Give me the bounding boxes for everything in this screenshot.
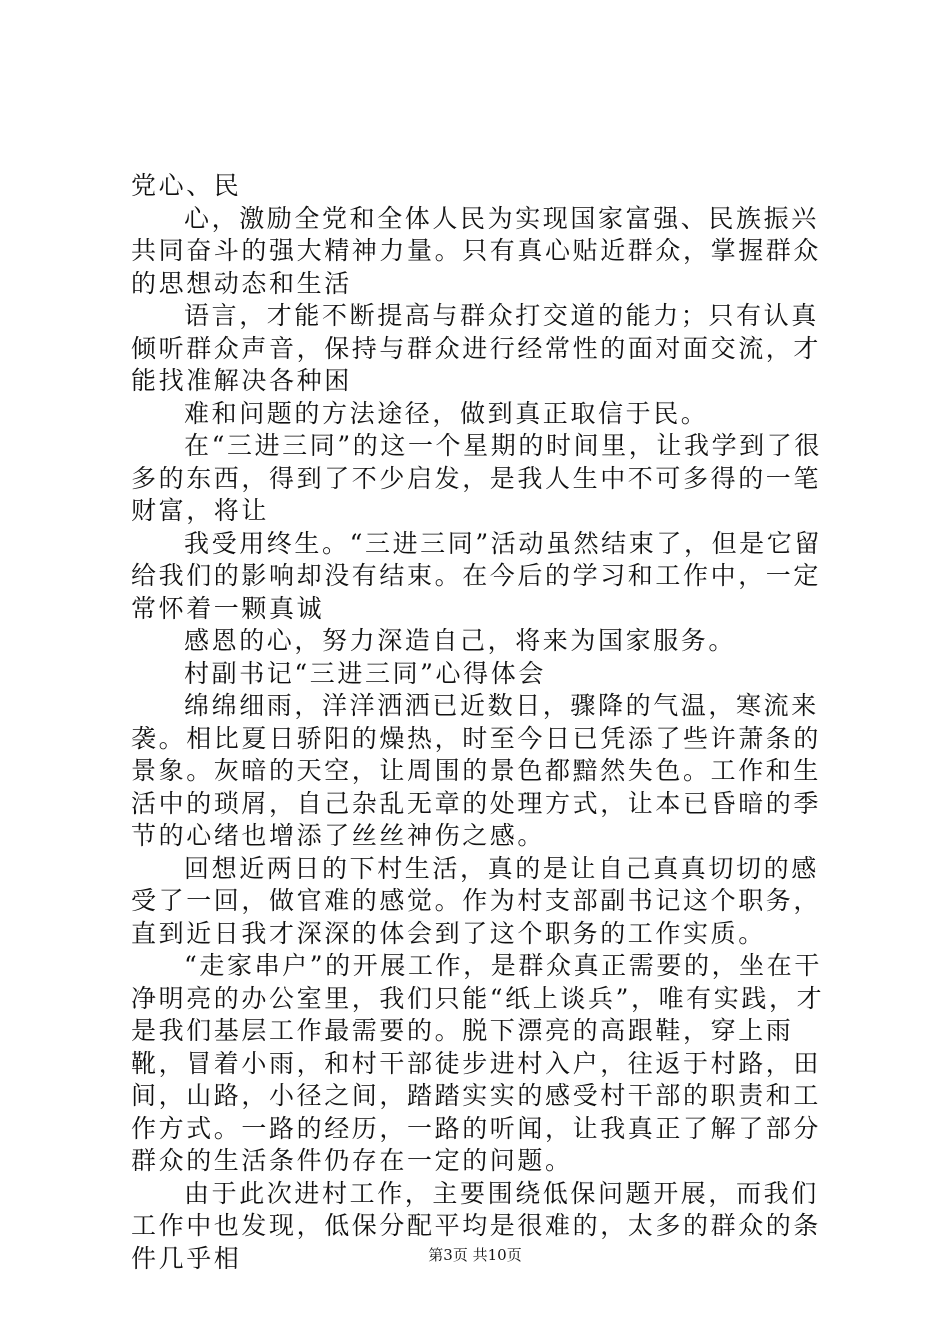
paragraph-10: “走家串户”的开展工作，是群众真正需要的，坐在干净明亮的办公室里，我们只能“纸上谈兵”，唯有实践，才是我们基层工作最需要的。脱下漂亮的高跟鞋，穿上雨靴，冒着小雨，和村干部徒步进村入户，往返于村路，田间，山路，小径之间，踏踏实实的感受村干部的职责和工作方式。一路的经历，一路的听闻，让我真正了解了部分群众的生活条件仍存在一定的问题。 (131, 951, 825, 1175)
paragraph-11: 由于此次进村工作，主要围绕低保问题开展，而我们工作中也发现，低保分配平均是很难的，太多的群众的条件几乎相 (131, 1178, 822, 1273)
paragraph-7: 感恩的心，努力深造自己，将来为国家服务。 (184, 626, 737, 655)
paragraph-1: 党心、民 (131, 171, 242, 200)
paragraph-2: 心，激励全党和全体人民为实现国家富强、民族振兴共同奋斗的强大精神力量。只有真心贴近群众，掌握群众的思想动态和生活 (131, 203, 822, 298)
paragraph-4: 难和问题的方法途径，做到真正取信于民。 (184, 398, 709, 428)
paragraph-6: 我受用终生。“三进三同”活动虽然结束了，但是它留给我们的影响却没有结束。在今后的学习和工作中，一定常怀着一颗真诚 (131, 528, 822, 623)
paragraph-5: 在“三进三同”的这一个星期的时间里，让我学到了很多的东西，得到了不少启发，是我人生中不可多得的一笔财富，将让 (131, 431, 822, 525)
section-heading: 村副书记“三进三同”心得体会 (184, 658, 546, 688)
body-text (131, 170, 831, 1275)
paragraph-8: 绵绵细雨，洋洋洒洒已近数日，骤降的气温，寒流来袭。相比夏日骄阳的燥热，时至今日已凭添了些许萧条的景象。灰暗的天空，让周围的景色都黯然失色。工作和生活中的琐屑，自己杂乱无章的处理方式，让本已昏暗的季节的心绪也增添了丝丝神伤之感。 (131, 691, 822, 850)
page-footer: 第3页 共10页 (428, 1246, 522, 1264)
paragraph-9: 回想近两日的下村生活，真的是让自己真真切切的感受了一回，做官难的感觉。作为村支部副书记这个职务，直到近日我才深深的体会到了这个职务的工作实质。 (131, 853, 822, 948)
paragraph-3: 语言，才能不断提高与群众打交道的能力；只有认真倾听群众声音，保持与群众进行经常性的面对面交流，才能找准解决各种困 (131, 301, 822, 395)
